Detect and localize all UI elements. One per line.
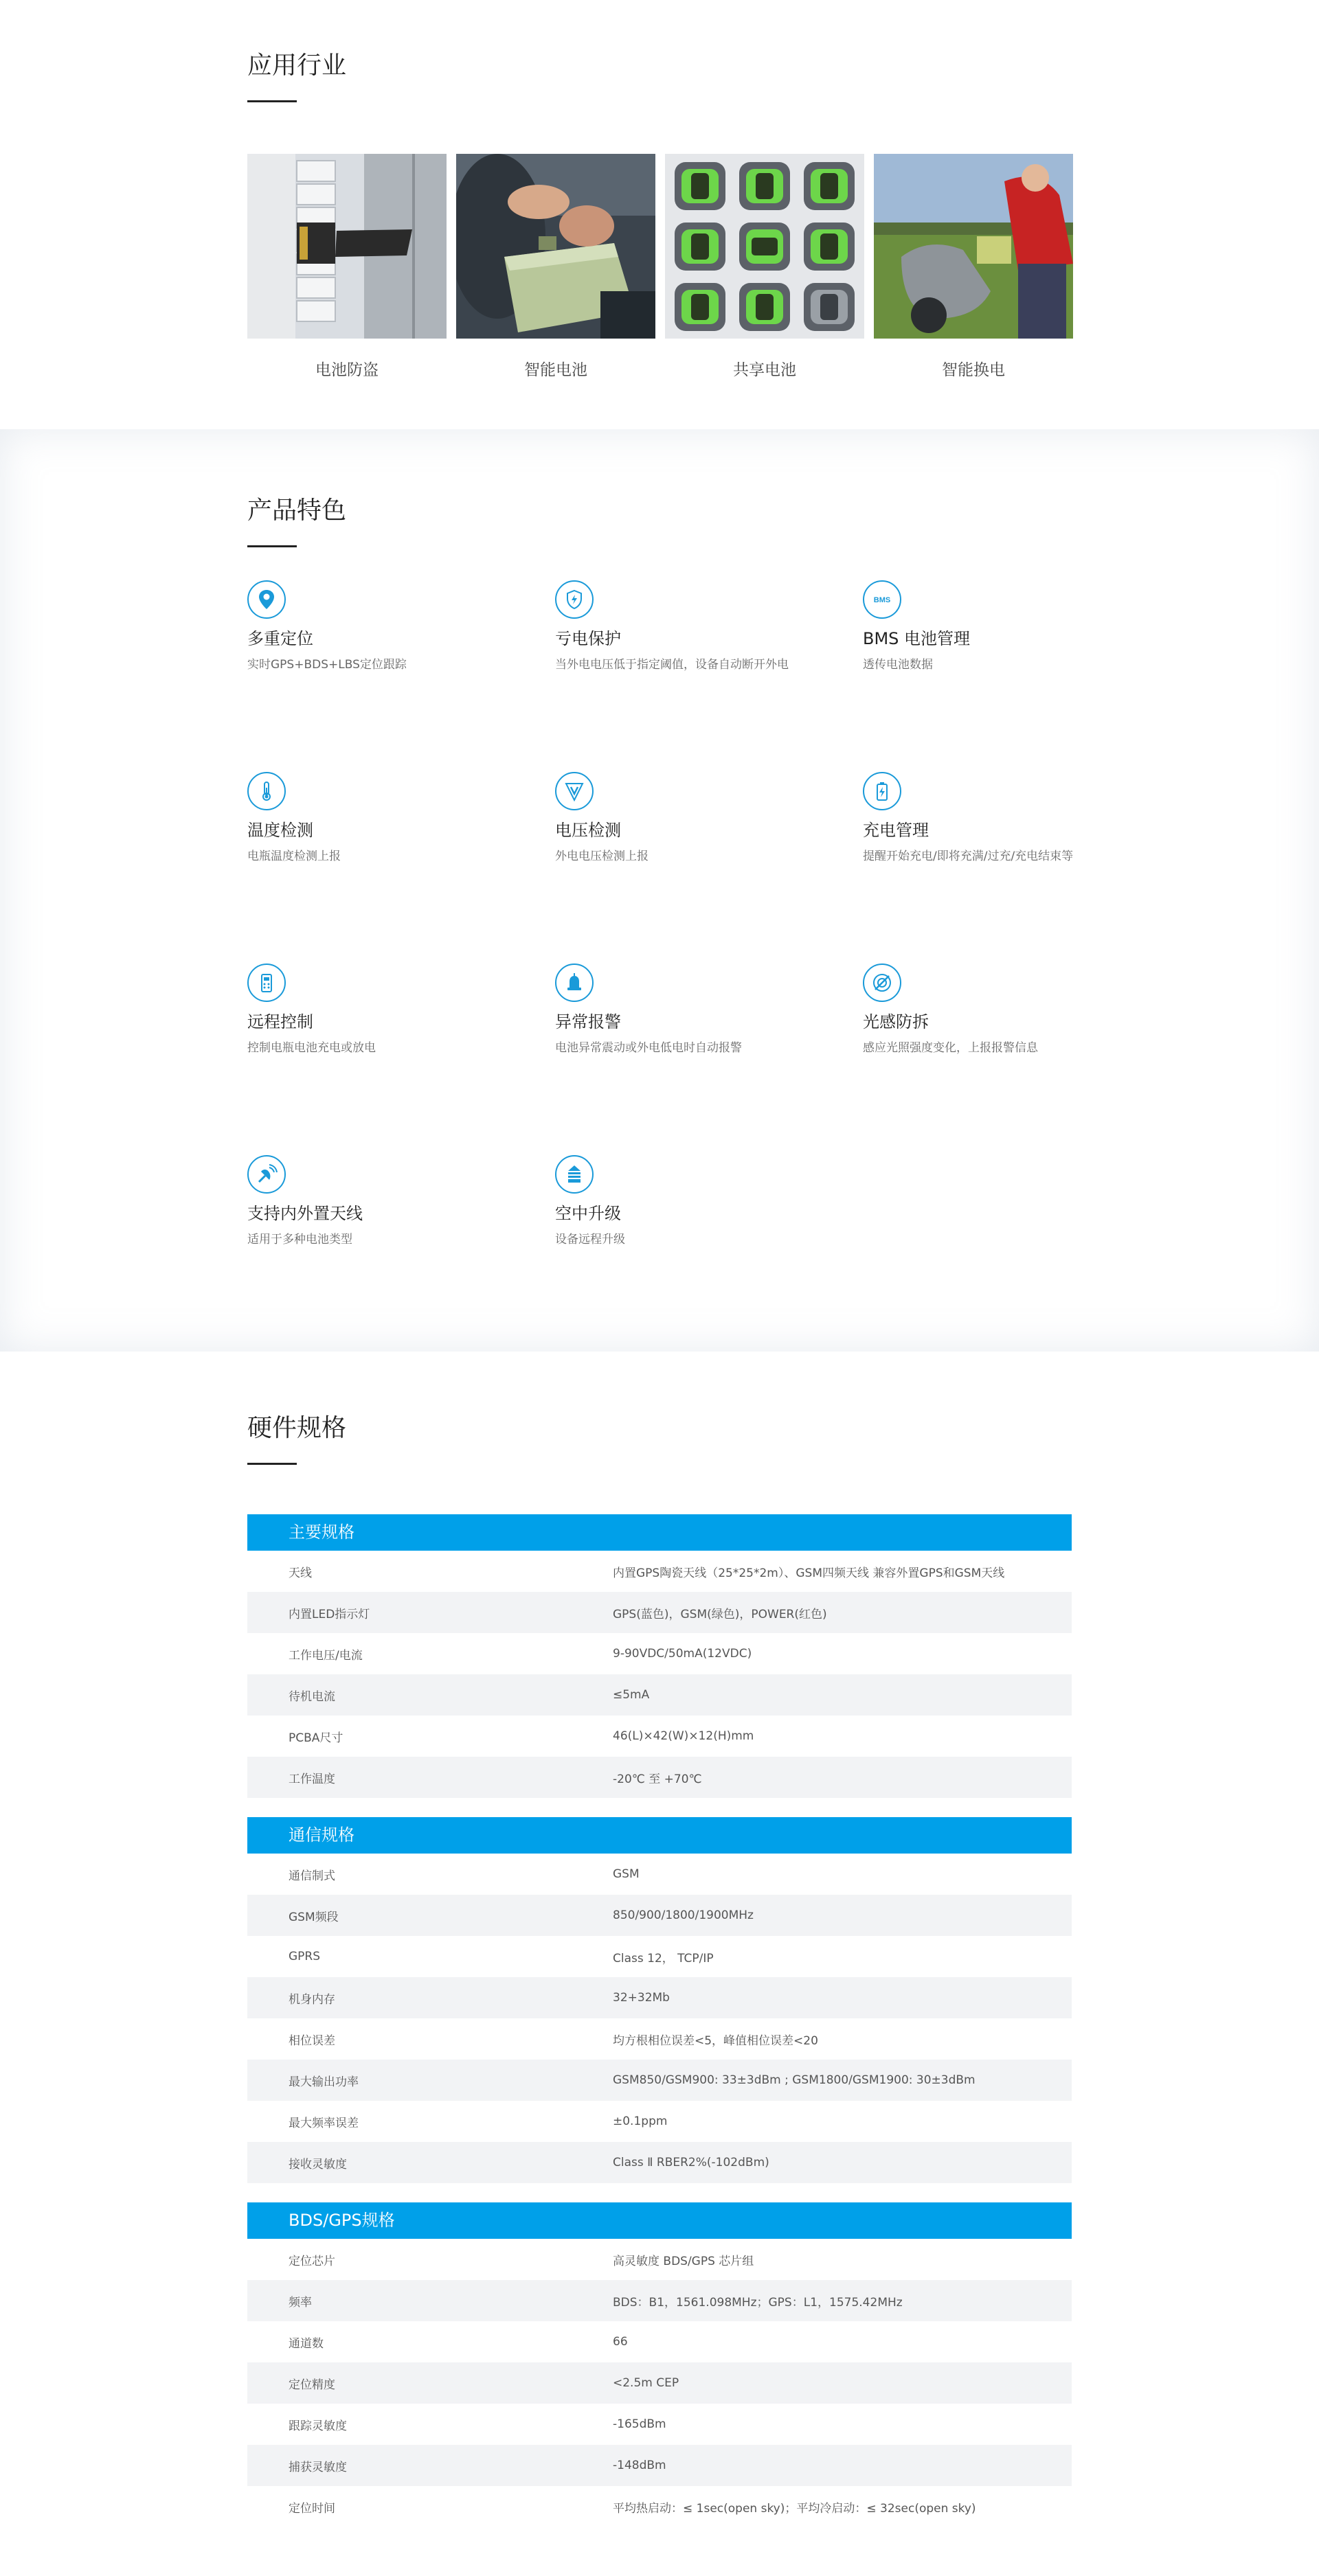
- spec-value: -165dBm: [613, 2417, 666, 2431]
- industries-section: [0, 0, 1319, 429]
- feature-title: 异常报警: [555, 1012, 621, 1031]
- spec-row: [247, 2142, 1072, 2183]
- spec-key: 跟踪灵敏度: [289, 2419, 347, 2433]
- title-underline: [247, 1463, 297, 1465]
- spec-row: [247, 1674, 1072, 1716]
- industries-title: 应用行业: [247, 52, 347, 80]
- spec-table-gnss: [247, 2202, 1072, 2527]
- industry-card[interactable]: [874, 154, 1073, 380]
- spec-value: 66: [613, 2335, 628, 2349]
- spec-key: 工作温度: [289, 1772, 335, 1786]
- feature-item: [863, 580, 1072, 772]
- features-grid: [247, 580, 1072, 1347]
- voltage-icon: [555, 772, 594, 810]
- feature-item: [247, 772, 555, 964]
- feature-item: [863, 964, 1072, 1155]
- industry-card[interactable]: [247, 154, 447, 380]
- spec-row: [247, 1633, 1072, 1674]
- spec-table-communication: [247, 1817, 1072, 2183]
- spec-key: GSM频段: [289, 1910, 339, 1924]
- spec-value: 均方根相位误差<5，峰值相位误差<20: [613, 2033, 818, 2048]
- spec-row: [247, 2362, 1072, 2404]
- feature-title: 电压检测: [555, 821, 621, 840]
- feature-title: 充电管理: [863, 821, 929, 840]
- ota-upgrade-icon: [555, 1155, 594, 1194]
- shield-icon: [555, 580, 594, 619]
- spec-value: ±0.1ppm: [613, 2115, 668, 2128]
- spec-rows: [247, 1854, 1072, 2183]
- feature-desc: 感应光照强度变化，上报报警信息: [863, 1041, 1038, 1055]
- spec-value: -148dBm: [613, 2459, 666, 2472]
- spec-key: 定位芯片: [289, 2254, 335, 2268]
- feature-desc: 提醒开始充电/即将充满/过充/充电结束等: [863, 850, 1074, 863]
- battery-charge-icon: [863, 772, 901, 810]
- spec-row: [247, 2486, 1072, 2527]
- spec-row: [247, 2018, 1072, 2060]
- battery-swap-image: [874, 154, 1073, 339]
- spec-key: PCBA尺寸: [289, 1731, 343, 1745]
- spec-row: [247, 2321, 1072, 2362]
- spec-value: 850/900/1800/1900MHz: [613, 1908, 754, 1922]
- feature-item: [247, 1155, 555, 1347]
- spec-key: 最大输出功率: [289, 2075, 359, 2089]
- spec-row: [247, 1936, 1072, 1977]
- specs-title: 硬件规格: [247, 1414, 347, 1442]
- feature-desc: 外电电压检测上报: [555, 850, 649, 863]
- spec-key: 通道数: [289, 2336, 324, 2351]
- spec-row: [247, 2060, 1072, 2101]
- bms-icon-text: BMS: [873, 596, 891, 604]
- feature-desc: 电瓶温度检测上报: [247, 850, 341, 863]
- feature-desc: 适用于多种电池类型: [247, 1233, 352, 1246]
- spec-row: [247, 2445, 1072, 2486]
- spec-key: 最大频率误差: [289, 2116, 359, 2130]
- spec-value: BDS：B1，1561.098MHz；GPS：L1，1575.42MHz: [613, 2295, 903, 2310]
- feature-title: BMS 电池管理: [863, 629, 971, 648]
- industry-label: 电池防盗: [315, 361, 379, 379]
- spec-row: [247, 1551, 1072, 1592]
- industry-card[interactable]: [665, 154, 864, 380]
- feature-title: 温度检测: [247, 821, 313, 840]
- spec-row: [247, 1895, 1072, 1936]
- spec-value: 46(L)×42(W)×12(H)mm: [613, 1729, 754, 1743]
- spec-value: <2.5m CEP: [613, 2376, 679, 2390]
- feature-item: [247, 580, 555, 772]
- features-title: 产品特色: [247, 497, 347, 525]
- location-pin-icon: [247, 580, 286, 619]
- alarm-bell-icon: [555, 964, 594, 1002]
- spec-value: Class 12， TCP/IP: [613, 1951, 714, 1965]
- spec-key: 天线: [289, 1566, 312, 1580]
- feature-desc: 实时GPS+BDS+LBS定位跟踪: [247, 658, 407, 672]
- bms-icon: [863, 580, 901, 619]
- spec-key: 机身内存: [289, 1992, 335, 2007]
- spec-value: ≤5mA: [613, 1688, 650, 1702]
- spec-row: [247, 2280, 1072, 2321]
- spec-value: GSM: [613, 1867, 640, 1881]
- spec-table-heading: 主要规格: [247, 1514, 1072, 1551]
- industry-label: 共享电池: [733, 361, 796, 379]
- spec-key: 频率: [289, 2295, 312, 2310]
- spec-key: 工作电压/电流: [289, 1648, 363, 1663]
- spec-key: 相位误差: [289, 2033, 335, 2048]
- remote-control-icon: [247, 964, 286, 1002]
- feature-desc: 设备远程升级: [555, 1233, 625, 1246]
- feature-desc: 控制电瓶电池充电或放电: [247, 1041, 376, 1055]
- title-underline: [247, 545, 297, 547]
- spec-value: 32+32Mb: [613, 1991, 670, 2005]
- spec-key: 待机电流: [289, 1689, 335, 1704]
- smart-battery-image: [456, 154, 655, 339]
- spec-value: 平均热启动：≤ 1sec(open sky)；平均冷启动：≤ 32sec(open sky): [613, 2501, 976, 2516]
- spec-value: 9-90VDC/50mA(12VDC): [613, 1647, 752, 1661]
- industries-grid: [247, 154, 1072, 380]
- feature-item: [555, 964, 863, 1155]
- spec-value: 高灵敏度 BDS/GPS 芯片组: [613, 2254, 754, 2268]
- spec-table-main: [247, 1514, 1072, 1798]
- feature-item: [247, 964, 555, 1155]
- light-sensor-icon: [863, 964, 901, 1002]
- feature-title: 亏电保护: [555, 629, 621, 648]
- spec-key: 定位精度: [289, 2378, 335, 2392]
- spec-value: 内置GPS陶瓷天线（25*25*2m）、GSM四频天线 兼容外置GPS和GSM天线: [613, 1566, 1005, 1580]
- spec-table-heading: 通信规格: [247, 1817, 1072, 1854]
- feature-desc: 透传电池数据: [863, 658, 933, 672]
- feature-item: [555, 580, 863, 772]
- specs-section: [0, 1352, 1319, 2527]
- features-section: [0, 429, 1319, 1352]
- industry-label: 智能电池: [524, 361, 587, 379]
- feature-title: 光感防拆: [863, 1012, 929, 1031]
- spec-row: [247, 2239, 1072, 2280]
- industry-label: 智能换电: [942, 361, 1005, 379]
- spec-value: GSM850/GSM900: 33±3dBm ; GSM1800/GSM1900: 30±3dBm: [613, 2073, 976, 2087]
- feature-title: 支持内外置天线: [247, 1204, 363, 1223]
- feature-item: [555, 1155, 863, 1347]
- spec-key: 捕获灵敏度: [289, 2460, 347, 2474]
- feature-title: 空中升级: [555, 1204, 621, 1223]
- feature-item: [555, 772, 863, 964]
- spec-row: [247, 1757, 1072, 1798]
- spec-row: [247, 1716, 1072, 1757]
- industry-card[interactable]: [456, 154, 655, 380]
- spec-table-heading: BDS/GPS规格: [247, 2202, 1072, 2239]
- feature-title: 远程控制: [247, 1012, 313, 1031]
- spec-row: [247, 2404, 1072, 2445]
- title-underline: [247, 100, 297, 102]
- feature-desc: 当外电电压低于指定阈值，设备自动断开外电: [555, 658, 789, 672]
- spec-value: Class Ⅱ RBER2%(-102dBm): [613, 2156, 769, 2169]
- spec-value: GPS(蓝色)，GSM(绿色)，POWER(红色): [613, 1607, 827, 1621]
- spec-rows: [247, 1551, 1072, 1798]
- feature-title: 多重定位: [247, 629, 313, 648]
- antenna-icon: [247, 1155, 286, 1194]
- spec-row: [247, 1854, 1072, 1895]
- battery-antitheft-image: [247, 154, 447, 339]
- thermometer-icon: [247, 772, 286, 810]
- spec-row: [247, 1592, 1072, 1633]
- spec-key: 接收灵敏度: [289, 2157, 347, 2172]
- spec-rows: [247, 2239, 1072, 2527]
- shared-battery-image: [665, 154, 864, 339]
- spec-key: 定位时间: [289, 2501, 335, 2516]
- spec-row: [247, 1977, 1072, 2018]
- spec-value: -20℃ 至 +70℃: [613, 1772, 702, 1786]
- feature-item: [863, 772, 1072, 964]
- spec-key: 通信制式: [289, 1869, 335, 1883]
- feature-desc: 电池异常震动或外电低电时自动报警: [555, 1041, 742, 1055]
- spec-key: GPRS: [289, 1950, 321, 1963]
- spec-row: [247, 2101, 1072, 2142]
- spec-key: 内置LED指示灯: [289, 1607, 370, 1621]
